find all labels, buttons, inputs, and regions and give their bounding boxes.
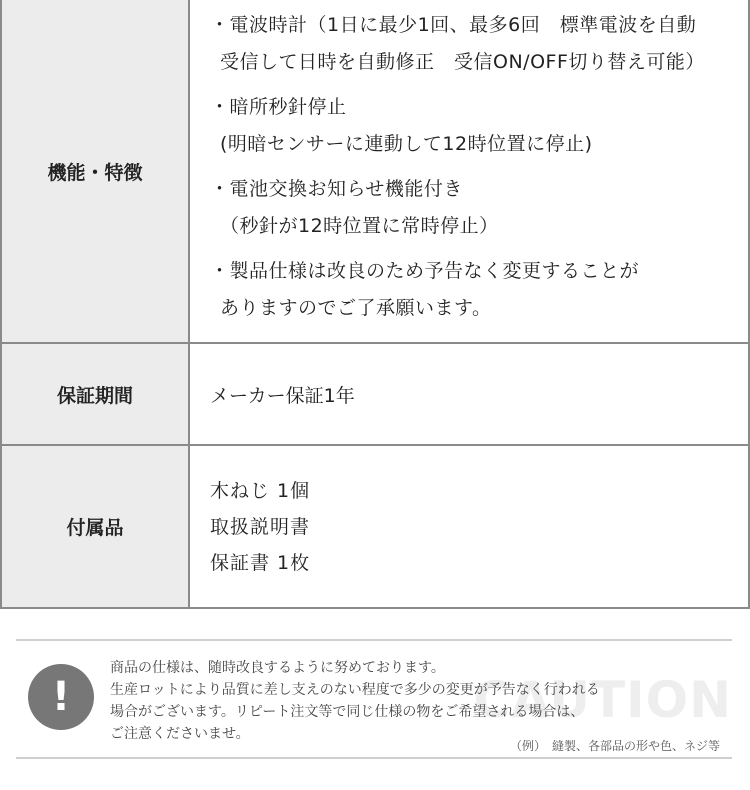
notice-line: ご注意くださいませ。 — [110, 726, 250, 742]
feature-line: (明暗センサーに連動して12時位置に停止) — [220, 133, 593, 155]
notice-example: （例） 縫製、各部品の形や色、ネジ等 — [509, 739, 720, 753]
feature-item — [210, 7, 748, 81]
feature-line: ありますのでご了承願います。 — [220, 297, 492, 319]
accessories-value — [189, 445, 749, 608]
warranty-label: 保証期間 — [1, 343, 189, 445]
features-value — [189, 0, 749, 343]
feature-item — [210, 89, 748, 163]
accessory-item: 木ねじ 1個 — [210, 479, 311, 502]
notice-text — [110, 657, 600, 745]
spec-row-warranty — [1, 343, 749, 445]
accessory-item: 取扱説明書 — [210, 515, 311, 538]
feature-line: ・製品仕様は改良のため予告なく変更することが — [210, 260, 640, 282]
feature-line: ・暗所秒針停止 — [210, 96, 347, 118]
spec-row-features — [1, 0, 749, 343]
accessories-label: 付属品 — [1, 445, 189, 608]
feature-line: 受信して日時を自動修正 受信ON/OFF切り替え可能） — [220, 51, 705, 73]
feature-item — [210, 253, 748, 327]
notice-line: 商品の仕様は、随時改良するように努めております。 — [110, 660, 445, 676]
accessory-item: 保証書 1枚 — [210, 551, 311, 574]
feature-item — [210, 171, 748, 245]
feature-line: （秒針が12時位置に常時停止） — [220, 215, 499, 237]
spec-row-accessories — [1, 445, 749, 608]
notice-line: 場合がございます。リピート注文等で同じ仕様の物をご希望される場合は、 — [110, 704, 585, 720]
exclamation-icon: ! — [28, 664, 94, 730]
warranty-value: メーカー保証1年 — [189, 343, 749, 445]
caution-watermark: CAUTION — [473, 671, 732, 729]
caution-notice — [16, 639, 732, 759]
feature-line: ・電波時計（1日に最少1回、最多6回 標準電波を自動 — [210, 14, 697, 36]
feature-line: ・電池交換お知らせ機能付き — [210, 178, 463, 200]
features-label: 機能・特徴 — [1, 0, 189, 343]
notice-line: 生産ロットにより品質に差し支えのない程度で多少の変更が予告なく行われる — [110, 682, 600, 698]
